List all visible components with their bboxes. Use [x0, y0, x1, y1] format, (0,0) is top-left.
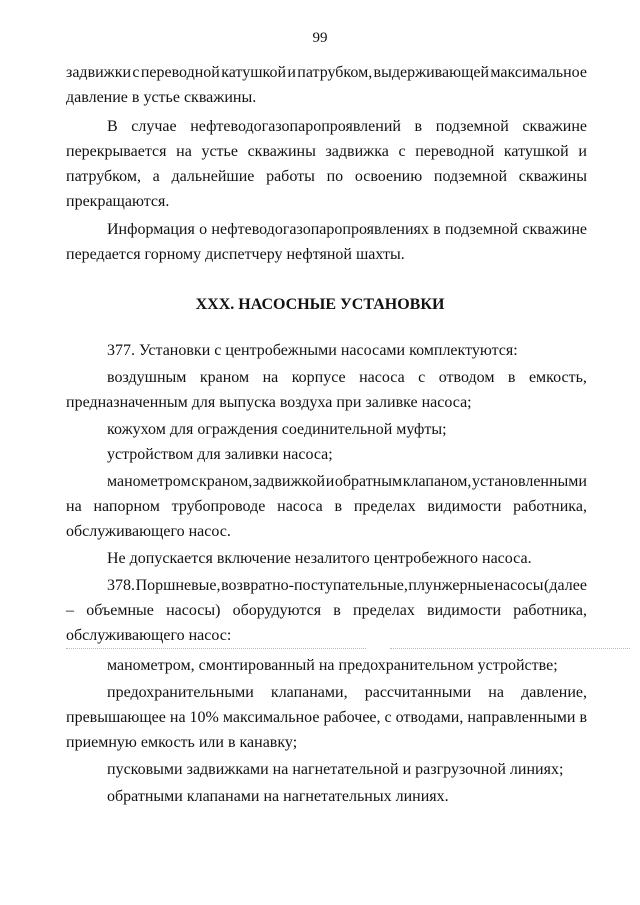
para1-line1 — [66, 64, 587, 82]
word: в — [333, 602, 341, 619]
word: отводом — [438, 369, 495, 386]
word: пределах — [353, 498, 416, 515]
word: переводной — [140, 64, 220, 81]
para2-line4: прекращаются. — [66, 193, 170, 210]
para1-line2: давление в устье скважины. — [66, 89, 257, 106]
item-coupling-casing: кожухом для ограждения соединительной муфты; — [107, 421, 447, 438]
word: перекрывается — [66, 143, 167, 160]
word: (далее — [544, 577, 587, 594]
word: краном, — [198, 473, 253, 490]
word: 10% — [189, 709, 219, 726]
para2-line3 — [66, 168, 587, 186]
section-heading: XXX. НАСОСНЫЕ УСТАНОВКИ — [195, 296, 445, 313]
word: установленными — [472, 473, 587, 490]
word: насосы — [494, 577, 544, 594]
word: случае — [131, 118, 177, 135]
word: в — [433, 221, 441, 238]
word: отводами, — [395, 709, 464, 726]
word: на — [262, 369, 279, 386]
word: нефтеводогазопаропроявлениях — [211, 221, 429, 238]
word: скважины — [247, 143, 316, 160]
word: подземной — [445, 221, 519, 238]
word: напорном — [93, 498, 160, 515]
word: переводной — [415, 143, 495, 160]
word: клапаном, — [402, 473, 472, 490]
item-air-valve-line1 — [107, 369, 587, 387]
word: скважине — [522, 118, 587, 135]
word: рабочее, — [323, 709, 381, 726]
item-safety-valves-line2 — [66, 709, 587, 727]
word: давление, — [521, 684, 587, 701]
word: выдерживающей — [373, 64, 490, 81]
word: на — [176, 143, 192, 160]
word: устье — [201, 143, 238, 160]
word: рассчитанными — [364, 684, 472, 701]
word: работника, — [513, 602, 587, 619]
item-check-valves: обратными клапанами на нагнетательных линиях. — [107, 788, 449, 805]
word: катушкой — [503, 143, 569, 160]
word: задвижкой — [252, 473, 326, 490]
clause-378-line3: обслуживающего насос: — [66, 627, 232, 644]
word: задвижка — [325, 143, 389, 160]
item-fill-device: устройством для заливки насоса; — [107, 446, 333, 463]
word: подземной — [433, 168, 508, 185]
word: краном — [199, 369, 250, 386]
para3-line2: передается горному диспетчеру нефтяной шахты. — [66, 246, 405, 263]
word: на — [488, 684, 504, 701]
clause-377: 377. Установки с центробежными насосами комплектуются: — [107, 342, 518, 359]
word: с — [132, 64, 140, 81]
word: объемные — [86, 602, 154, 619]
clause-378-line1 — [107, 577, 587, 595]
word: дальнейшие — [171, 168, 255, 185]
word: и — [325, 473, 335, 490]
scan-artifact — [66, 648, 366, 650]
word: Поршневые, — [135, 577, 221, 594]
word: в — [414, 118, 423, 135]
word: воздушным — [107, 369, 187, 386]
word: насосы) — [166, 602, 221, 619]
item-safety-valves-line3: приемную емкость или в канавку; — [66, 734, 298, 751]
word: и — [578, 143, 587, 160]
word: трубопроводе — [171, 498, 266, 515]
scan-artifact — [390, 648, 630, 650]
word: клапанами, — [270, 684, 348, 701]
word: оборудуются — [232, 602, 322, 619]
word: насоса — [277, 498, 323, 515]
item-manometer-line3: обслуживающего насос. — [66, 523, 231, 540]
word: пределах — [353, 602, 415, 619]
para2-line1 — [107, 118, 587, 136]
word: патрубком, — [297, 64, 373, 81]
word: корпусе — [291, 369, 346, 386]
para3-line1 — [107, 221, 587, 239]
word: по — [326, 168, 344, 185]
word: скважине — [522, 221, 587, 238]
word: катушкой — [221, 64, 287, 81]
item-manometer-line2 — [66, 498, 587, 516]
item-air-valve-line2: предназначенным для выпуска воздуха при заливке насоса; — [66, 394, 472, 411]
word: предохранительными — [107, 684, 254, 701]
word: плунжерные — [408, 577, 494, 594]
word: максимальное — [222, 709, 320, 726]
word: в — [334, 498, 343, 515]
word: скважины — [518, 168, 587, 185]
word: направленными — [467, 709, 576, 726]
word: 378. — [107, 577, 135, 594]
word: возвратно-поступательные, — [221, 577, 408, 594]
word: с — [418, 369, 426, 386]
word: емкость, — [528, 369, 587, 386]
word: видимости — [427, 498, 502, 515]
word: в — [579, 709, 587, 726]
item-safety-valves-line1 — [107, 684, 587, 702]
word: задвижки — [66, 64, 132, 81]
word: патрубком, — [66, 168, 141, 185]
page-number: 99 — [312, 30, 328, 46]
word: и — [287, 64, 296, 81]
para2-line2 — [66, 143, 587, 161]
word: в — [507, 369, 516, 386]
word: с — [191, 473, 199, 490]
word: о — [199, 221, 208, 238]
word: видимости — [427, 602, 502, 619]
word: освоению — [354, 168, 423, 185]
word: обратным — [334, 473, 403, 490]
word: с — [384, 709, 392, 726]
item-start-valves: пусковыми задвижками на нагнетательной и разгрузочной линиях; — [107, 761, 564, 778]
word: работника, — [513, 498, 587, 515]
clause-378-line2 — [66, 602, 587, 620]
item-manometer-line1 — [107, 473, 587, 491]
word: нефтеводогазопаропроявлений — [190, 118, 401, 135]
word: насоса — [359, 369, 405, 386]
word: подземной — [435, 118, 509, 135]
word: превышающее — [66, 709, 166, 726]
word: работы — [266, 168, 315, 185]
word: а — [152, 168, 160, 185]
word: на — [66, 498, 82, 515]
word: – — [66, 602, 74, 619]
word: на — [169, 709, 186, 726]
word: В — [107, 118, 118, 135]
word: манометром — [107, 473, 191, 490]
word: с — [398, 143, 406, 160]
word: Информация — [107, 221, 195, 238]
item-safety-manometer: манометром, смонтированный на предохранительном устройстве; — [107, 657, 558, 674]
prohibition-text: Не допускается включение незалитого центробежного насоса. — [107, 550, 532, 567]
word: максимальное — [490, 64, 587, 81]
